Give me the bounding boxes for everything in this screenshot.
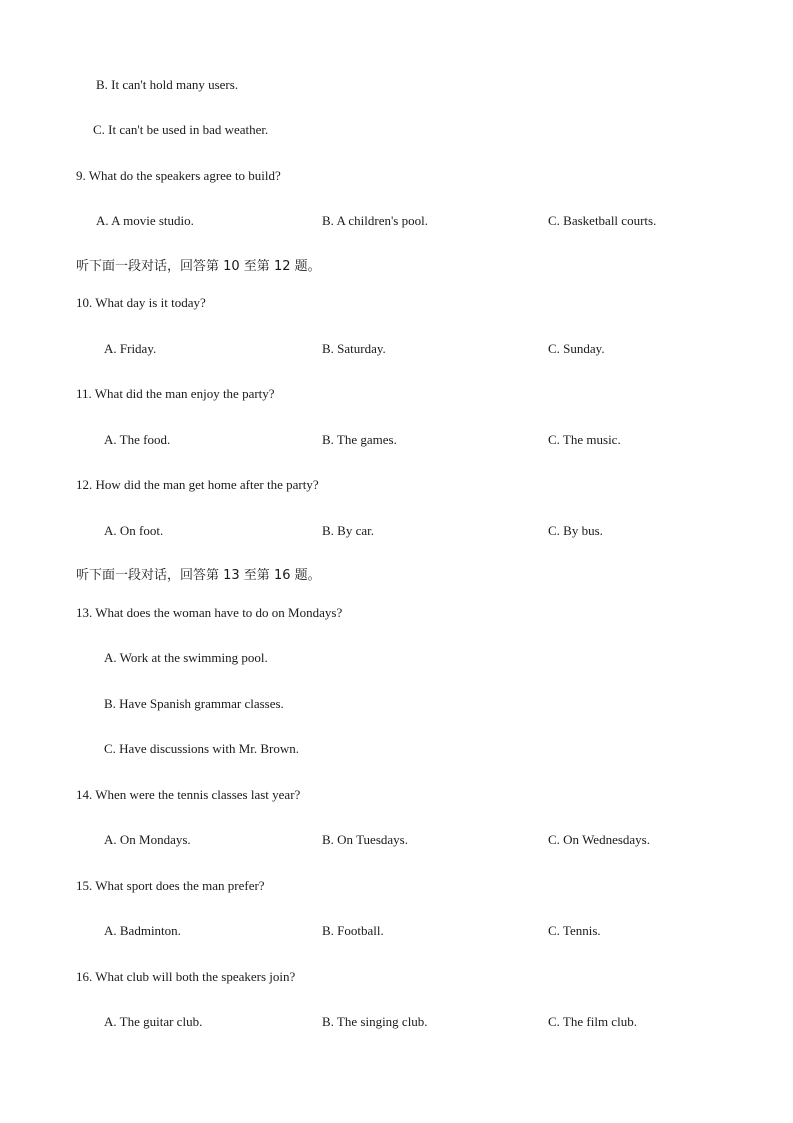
q9-option-a: A. A movie studio. — [96, 213, 194, 228]
q12-option-c: C. By bus. — [548, 523, 603, 538]
q10-option-c: C. Sunday. — [548, 341, 605, 356]
q11-option-c: C. The music. — [548, 432, 621, 447]
q15-option-a: A. Badminton. — [104, 923, 181, 938]
section-heading-13-16: 听下面一段对话，回答第 13 至第 16 题。 — [76, 568, 321, 583]
q12-question: 12. How did the man get home after the party? — [76, 477, 319, 492]
q8-option-b: B. It can't hold many users. — [96, 77, 239, 92]
q13-option-c: C. Have discussions with Mr. Brown. — [104, 741, 299, 756]
q15-option-b: B. Football. — [322, 923, 384, 938]
q11-option-a: A. The food. — [104, 432, 171, 447]
q16-option-b: B. The singing club. — [322, 1014, 428, 1029]
q13-option-a: A. Work at the swimming pool. — [104, 650, 268, 665]
q13-question: 13. What does the woman have to do on Mondays? — [76, 605, 343, 620]
q9-option-c: C. Basketball courts. — [548, 213, 657, 228]
q11-option-b: B. The games. — [322, 432, 397, 447]
q16-option-c: C. The film club. — [548, 1014, 637, 1029]
q10-question: 10. What day is it today? — [76, 295, 206, 310]
q9-question: 9. What do the speakers agree to build? — [76, 168, 281, 183]
q14-option-a: A. On Mondays. — [104, 832, 191, 847]
q14-option-c: C. On Wednesdays. — [548, 832, 650, 847]
q8-option-c: C. It can't be used in bad weather. — [93, 122, 269, 137]
q10-option-b: B. Saturday. — [322, 341, 386, 356]
q16-option-a: A. The guitar club. — [104, 1014, 203, 1029]
q14-option-b: B. On Tuesdays. — [322, 832, 408, 847]
q12-option-a: A. On foot. — [104, 523, 164, 538]
section-heading-10-12: 听下面一段对话，回答第 10 至第 12 题。 — [76, 259, 321, 274]
q9-option-b: B. A children's pool. — [322, 213, 428, 228]
q11-question: 11. What did the man enjoy the party? — [76, 386, 275, 401]
q16-question: 16. What club will both the speakers join? — [76, 969, 296, 984]
q13-option-b: B. Have Spanish grammar classes. — [104, 696, 284, 711]
q15-option-c: C. Tennis. — [548, 923, 601, 938]
q14-question: 14. When were the tennis classes last year? — [76, 787, 301, 802]
q12-option-b: B. By car. — [322, 523, 374, 538]
q10-option-a: A. Friday. — [104, 341, 157, 356]
q15-question: 15. What sport does the man prefer? — [76, 878, 265, 893]
